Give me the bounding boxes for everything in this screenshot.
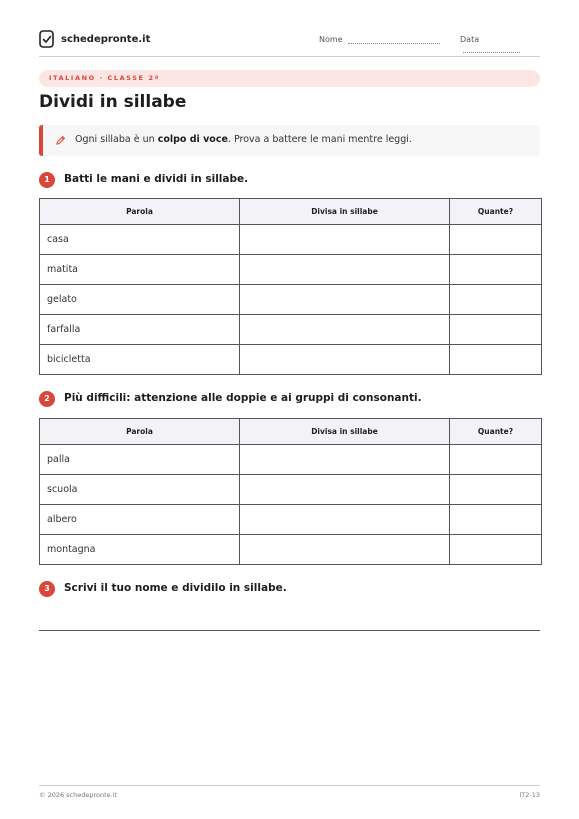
syllables-answer-cell[interactable] xyxy=(240,285,450,315)
column-header-syllables: Divisa in sillabe xyxy=(240,419,450,445)
column-header-syllables: Divisa in sillabe xyxy=(240,199,450,225)
syllables-answer-cell[interactable] xyxy=(240,225,450,255)
table-row xyxy=(40,505,542,535)
brand-logo xyxy=(39,30,150,48)
syllables-answer-cell[interactable] xyxy=(240,315,450,345)
table-header-row xyxy=(40,419,542,445)
word-cell: gelato xyxy=(40,285,240,315)
section-1-table xyxy=(39,198,542,375)
word-cell: farfalla xyxy=(40,315,240,345)
syllables-answer-cell[interactable] xyxy=(240,345,450,375)
tip-text-start: Ogni sillaba è un xyxy=(75,134,158,145)
word-cell: albero xyxy=(40,505,240,535)
section-1-number: 1 xyxy=(39,172,55,188)
count-answer-cell[interactable] xyxy=(450,505,542,535)
word-cell: matita xyxy=(40,255,240,285)
page-header xyxy=(39,30,540,50)
word-cell: casa xyxy=(40,225,240,255)
section-2-table xyxy=(39,418,542,565)
column-header-count: Quante? xyxy=(450,199,542,225)
name-field[interactable] xyxy=(319,35,440,44)
table-row xyxy=(40,345,542,375)
column-header-word: Parola xyxy=(40,419,240,445)
tip-accent-bar xyxy=(39,125,43,156)
tip-text-bold: colpo di voce xyxy=(157,134,228,145)
header-divider xyxy=(39,56,540,57)
syllables-answer-cell[interactable] xyxy=(240,255,450,285)
date-label: Data xyxy=(460,35,480,44)
syllables-answer-cell[interactable] xyxy=(240,535,450,565)
count-answer-cell[interactable] xyxy=(450,445,542,475)
word-cell: scuola xyxy=(40,475,240,505)
count-answer-cell[interactable] xyxy=(450,225,542,255)
section-2-title: Più difficili: attenzione alle doppie e ai gruppi di consonanti. xyxy=(64,392,422,404)
count-answer-cell[interactable] xyxy=(450,345,542,375)
table-row xyxy=(40,225,542,255)
word-cell: palla xyxy=(40,445,240,475)
checked-document-icon xyxy=(39,30,55,48)
syllables-answer-cell[interactable] xyxy=(240,475,450,505)
table-row xyxy=(40,315,542,345)
pencil-icon xyxy=(55,135,66,146)
tip-text xyxy=(75,134,412,145)
tip-callout xyxy=(39,125,540,156)
count-answer-cell[interactable] xyxy=(450,255,542,285)
count-answer-cell[interactable] xyxy=(450,315,542,345)
count-answer-cell[interactable] xyxy=(450,475,542,505)
table-header-row xyxy=(40,199,542,225)
page-title: Dividi in sillabe xyxy=(39,92,187,112)
footer-copyright: © 2026 schedepronte.it xyxy=(39,791,118,799)
date-blank[interactable] xyxy=(463,45,520,53)
count-answer-cell[interactable] xyxy=(450,285,542,315)
date-field[interactable] xyxy=(460,35,540,53)
class-badge xyxy=(39,70,540,87)
brand-name: schedepronte.it xyxy=(61,33,151,45)
name-label: Nome xyxy=(319,35,343,44)
table-row xyxy=(40,285,542,315)
word-cell: bicicletta xyxy=(40,345,240,375)
syllables-answer-cell[interactable] xyxy=(240,505,450,535)
column-header-word: Parola xyxy=(40,199,240,225)
column-header-count: Quante? xyxy=(450,419,542,445)
word-cell: montagna xyxy=(40,535,240,565)
section-3-number: 3 xyxy=(39,581,55,597)
tip-text-end: . Prova a battere le mani mentre leggi. xyxy=(227,134,412,145)
section-3-title: Scrivi il tuo nome e dividilo in sillabe. xyxy=(64,582,287,594)
table-row xyxy=(40,535,542,565)
table-row xyxy=(40,475,542,505)
table-row xyxy=(40,255,542,285)
footer-code: IT2-13 xyxy=(519,791,540,799)
section-1-title: Batti le mani e dividi in sillabe. xyxy=(64,173,249,185)
answer-line[interactable] xyxy=(39,630,540,631)
class-label: ITALIANO · CLASSE 2ª xyxy=(49,74,160,82)
table-row xyxy=(40,445,542,475)
name-blank[interactable] xyxy=(348,36,440,44)
footer-divider xyxy=(39,785,540,786)
count-answer-cell[interactable] xyxy=(450,535,542,565)
syllables-answer-cell[interactable] xyxy=(240,445,450,475)
section-2-number: 2 xyxy=(39,391,55,407)
